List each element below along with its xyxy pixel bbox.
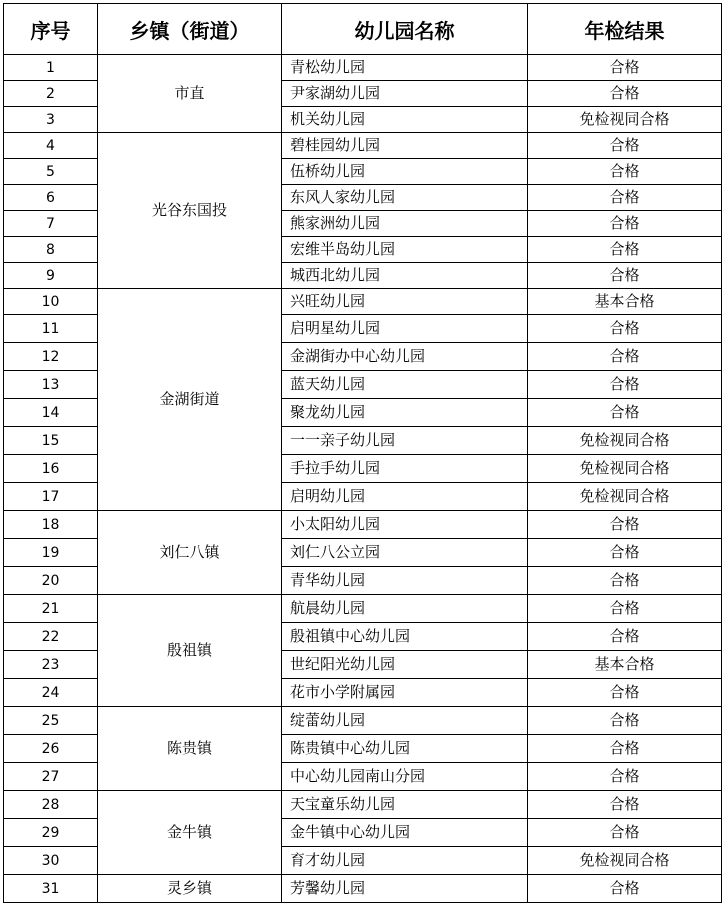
table-body: [4, 55, 722, 903]
kindergarten-name: 小太阳幼儿园: [282, 511, 528, 539]
row-number: 17: [4, 483, 98, 511]
kindergarten-name: 一一亲子幼儿园: [282, 427, 528, 455]
inspection-result: 合格: [528, 679, 722, 707]
kindergarten-inspection-sheet: [3, 3, 721, 903]
row-number: 18: [4, 511, 98, 539]
inspection-result: 合格: [528, 81, 722, 107]
inspection-result: 合格: [528, 511, 722, 539]
row-number: 28: [4, 791, 98, 819]
table-row: [4, 875, 722, 903]
inspection-result: 合格: [528, 763, 722, 791]
table-row: [4, 133, 722, 159]
row-number: 16: [4, 455, 98, 483]
inspection-table: [3, 3, 722, 903]
kindergarten-name: 殷祖镇中心幼儿园: [282, 623, 528, 651]
town-cell: 刘仁八镇: [98, 511, 282, 595]
row-number: 2: [4, 81, 98, 107]
table-row: [4, 791, 722, 819]
inspection-result: 合格: [528, 399, 722, 427]
row-number: 9: [4, 263, 98, 289]
inspection-result: 合格: [528, 623, 722, 651]
inspection-result: 基本合格: [528, 651, 722, 679]
inspection-result: 免检视同合格: [528, 107, 722, 133]
kindergarten-name: 青松幼儿园: [282, 55, 528, 81]
inspection-result: 免检视同合格: [528, 455, 722, 483]
row-number: 11: [4, 315, 98, 343]
kindergarten-name: 伍桥幼儿园: [282, 159, 528, 185]
kindergarten-name: 航晨幼儿园: [282, 595, 528, 623]
row-number: 7: [4, 211, 98, 237]
kindergarten-name: 启明幼儿园: [282, 483, 528, 511]
kindergarten-name: 东风人家幼儿园: [282, 185, 528, 211]
table-row: [4, 289, 722, 315]
row-number: 29: [4, 819, 98, 847]
inspection-result: 合格: [528, 211, 722, 237]
kindergarten-name: 青华幼儿园: [282, 567, 528, 595]
kindergarten-name: 陈贵镇中心幼儿园: [282, 735, 528, 763]
kindergarten-name: 绽蕾幼儿园: [282, 707, 528, 735]
inspection-result: 免检视同合格: [528, 847, 722, 875]
inspection-result: 合格: [528, 875, 722, 903]
town-cell: 金牛镇: [98, 791, 282, 875]
table-row: [4, 55, 722, 81]
inspection-result: 免检视同合格: [528, 483, 722, 511]
kindergarten-name: 中心幼儿园南山分园: [282, 763, 528, 791]
row-number: 4: [4, 133, 98, 159]
row-number: 14: [4, 399, 98, 427]
inspection-result: 合格: [528, 819, 722, 847]
row-number: 25: [4, 707, 98, 735]
kindergarten-name: 聚龙幼儿园: [282, 399, 528, 427]
kindergarten-name: 兴旺幼儿园: [282, 289, 528, 315]
row-number: 27: [4, 763, 98, 791]
kindergarten-name: 世纪阳光幼儿园: [282, 651, 528, 679]
kindergarten-name: 启明星幼儿园: [282, 315, 528, 343]
kindergarten-name: 尹家湖幼儿园: [282, 81, 528, 107]
inspection-result: 合格: [528, 567, 722, 595]
row-number: 5: [4, 159, 98, 185]
row-number: 15: [4, 427, 98, 455]
row-number: 26: [4, 735, 98, 763]
inspection-result: 合格: [528, 791, 722, 819]
header-town: 乡镇（街道）: [98, 4, 282, 55]
row-number: 20: [4, 567, 98, 595]
table-row: [4, 511, 722, 539]
row-number: 12: [4, 343, 98, 371]
inspection-result: 合格: [528, 315, 722, 343]
header-result: 年检结果: [528, 4, 722, 55]
row-number: 21: [4, 595, 98, 623]
kindergarten-name: 芳馨幼儿园: [282, 875, 528, 903]
table-row: [4, 707, 722, 735]
inspection-result: 合格: [528, 133, 722, 159]
inspection-result: 合格: [528, 707, 722, 735]
kindergarten-name: 城西北幼儿园: [282, 263, 528, 289]
row-number: 1: [4, 55, 98, 81]
row-number: 30: [4, 847, 98, 875]
inspection-result: 免检视同合格: [528, 427, 722, 455]
inspection-result: 合格: [528, 735, 722, 763]
town-cell: 灵乡镇: [98, 875, 282, 903]
kindergarten-name: 手拉手幼儿园: [282, 455, 528, 483]
kindergarten-name: 碧桂园幼儿园: [282, 133, 528, 159]
inspection-result: 合格: [528, 237, 722, 263]
row-number: 22: [4, 623, 98, 651]
inspection-result: 合格: [528, 343, 722, 371]
kindergarten-name: 刘仁八公立园: [282, 539, 528, 567]
kindergarten-name: 金湖街办中心幼儿园: [282, 343, 528, 371]
row-number: 6: [4, 185, 98, 211]
town-cell: 市直: [98, 55, 282, 133]
row-number: 24: [4, 679, 98, 707]
inspection-result: 合格: [528, 159, 722, 185]
row-number: 31: [4, 875, 98, 903]
row-number: 19: [4, 539, 98, 567]
town-cell: 光谷东国投: [98, 133, 282, 289]
kindergarten-name: 宏维半岛幼儿园: [282, 237, 528, 263]
inspection-result: 合格: [528, 263, 722, 289]
row-number: 10: [4, 289, 98, 315]
row-number: 3: [4, 107, 98, 133]
row-number: 23: [4, 651, 98, 679]
header-name: 幼儿园名称: [282, 4, 528, 55]
inspection-result: 合格: [528, 539, 722, 567]
row-number: 13: [4, 371, 98, 399]
town-cell: 金湖街道: [98, 289, 282, 511]
kindergarten-name: 天宝童乐幼儿园: [282, 791, 528, 819]
kindergarten-name: 蓝天幼儿园: [282, 371, 528, 399]
header-row: [4, 4, 722, 55]
kindergarten-name: 花市小学附属园: [282, 679, 528, 707]
kindergarten-name: 育才幼儿园: [282, 847, 528, 875]
kindergarten-name: 熊家洲幼儿园: [282, 211, 528, 237]
row-number: 8: [4, 237, 98, 263]
inspection-result: 合格: [528, 595, 722, 623]
table-row: [4, 595, 722, 623]
inspection-result: 合格: [528, 185, 722, 211]
kindergarten-name: 金牛镇中心幼儿园: [282, 819, 528, 847]
header-no: 序号: [4, 4, 98, 55]
town-cell: 殷祖镇: [98, 595, 282, 707]
kindergarten-name: 机关幼儿园: [282, 107, 528, 133]
inspection-result: 合格: [528, 55, 722, 81]
inspection-result: 合格: [528, 371, 722, 399]
inspection-result: 基本合格: [528, 289, 722, 315]
town-cell: 陈贵镇: [98, 707, 282, 791]
